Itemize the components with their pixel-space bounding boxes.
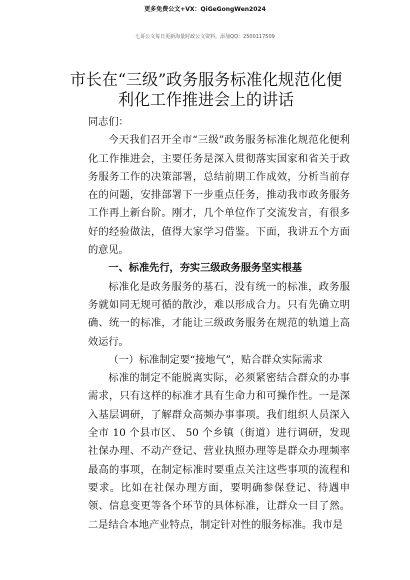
salutation: 同志们：: [88, 117, 129, 128]
intro-paragraph: 今天我们召开全市“三级”政务服务标准化规范化便利化工作推进会，主要任务是深入贯彻落实国家和省关于政务服务工作的决策部署，总结前期工作成效，分析当前存在的问题，安排部署下一步重点任务，推动我市政务服务工作再上新台阶。刚才，几个单位作了交流发言，有很多好的经验做法，值得大家学习借鉴。下面，我讲五个方面的意见。: [88, 135, 350, 257]
subsection-heading-1: （一）标准制定要“接地气”，贴合群众实际需求: [108, 354, 323, 366]
section-heading-1: 一、标准先行，夯实三级政务服务坚实根基: [108, 263, 302, 275]
subsection-paragraph-1: 标准的制定不能脱离实际，必须紧密结合群众的办事需求，只有这样的标准才具有生命力和可操作性。一是深入基层调研，了解群众高频办事事项。我们组织人员深入全市 10 个县市区、 50 个乡镇（街道）进行调研，发现社保办理、不动产登记、营业执照办理等是群众办理频率最高的事项，在制定标准时要重点关注这些事项的流程和要求。比如在社保办理方面，要明确参保登记、待遇申领、信息变更等各个环节的具体标准，让群众一目了然。二是结合本地产业特点，制定针对性的服务标准。我市是: [88, 373, 350, 531]
document-body: [88, 114, 350, 535]
section-paragraph-1: 标准化是政务服务的基石，没有统一的标准，政务服务就如同无规可循的散沙，难以形成合力。只有先确立明确、统一的标准，才能让三级政务服务在规范的轨道上高效运行。: [88, 281, 350, 348]
sub-banner: 七哥公文每日更新海量时政公文资料，添加QQ：2500117509: [135, 34, 275, 40]
document-title: 市长在“三级”政务服务标准化规范化便利化工作推进会上的讲话: [69, 70, 343, 109]
top-banner: 更多免费公文+VX：QiGeGongWen2024: [144, 6, 266, 13]
